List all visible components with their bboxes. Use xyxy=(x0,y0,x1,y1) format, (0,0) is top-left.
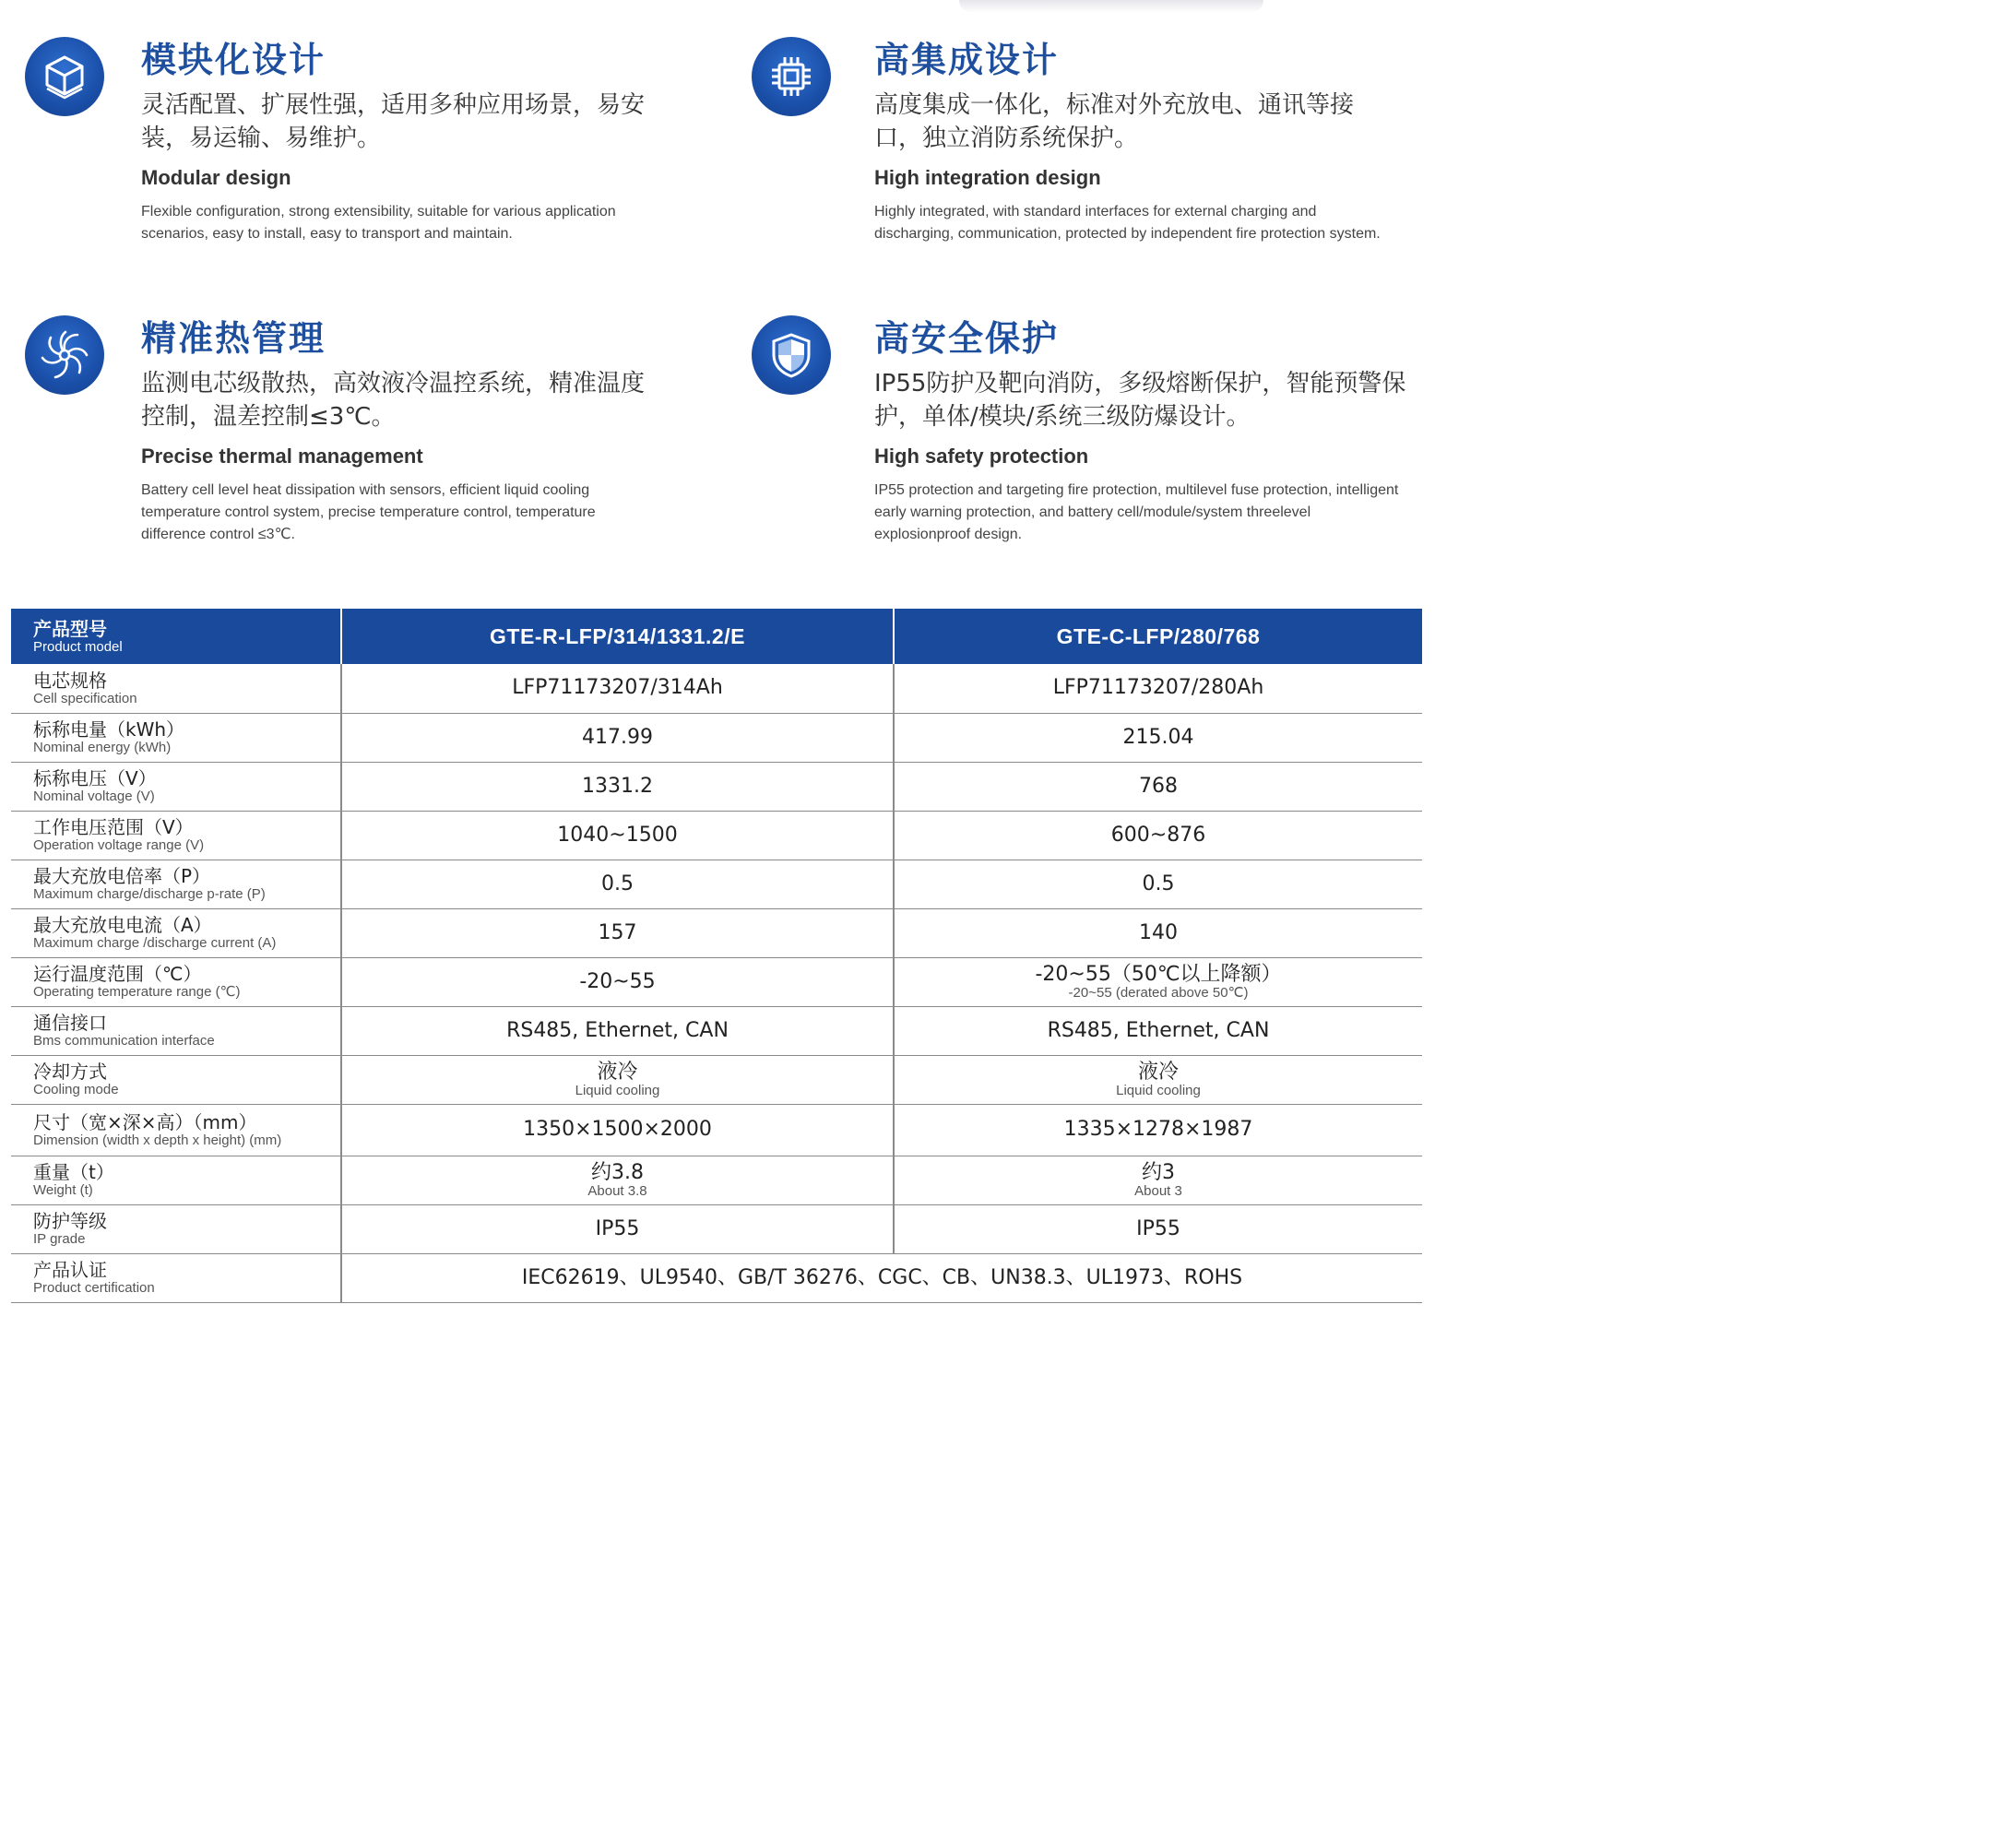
row-label-en: IP grade xyxy=(33,1231,86,1247)
cell-model-a xyxy=(341,1104,894,1156)
feature-title-en: Modular design xyxy=(141,166,291,189)
feature-desc-en: Battery cell level heat dissipation with sensors, efficient liquid cooling temperature control system, precise temperature control, temperature difference control ≤3℃. xyxy=(141,482,596,542)
feature-desc-en: IP55 protection and targeting fire protection, multilevel fuse protection, intelligent early warning protection, and battery cell/module/system threelevel explosionproof design. xyxy=(874,482,1399,542)
cell-model-b xyxy=(894,957,1422,1006)
cell-value: LFP71173207/314Ah xyxy=(512,676,723,700)
cell-model-b xyxy=(894,860,1422,908)
cell-value: 215.04 xyxy=(1122,725,1194,749)
table-header-row xyxy=(11,609,1422,664)
cell-model-b xyxy=(894,1156,1422,1204)
cell-value: 1350×1500×2000 xyxy=(523,1118,712,1141)
cell-model-a xyxy=(341,860,894,908)
row-label-cn: 产品认证 xyxy=(33,1259,107,1281)
row-label-cn: 重量（t） xyxy=(33,1161,114,1183)
cell-value: -20~55 xyxy=(579,969,656,993)
feature-title-cn: 高安全保护 xyxy=(874,318,1060,359)
cell-model-a xyxy=(341,1204,894,1253)
header-model-b: GTE-C-LFP/280/768 xyxy=(894,609,1422,664)
row-label-en: Maximum charge/discharge p-rate (P) xyxy=(33,886,266,902)
row-label xyxy=(11,1156,341,1204)
table-row xyxy=(11,1204,1422,1253)
row-label xyxy=(11,1055,341,1104)
table-row xyxy=(11,811,1422,860)
table-row xyxy=(11,762,1422,811)
table-row xyxy=(11,1253,1422,1302)
cell-value: 0.5 xyxy=(1142,872,1175,895)
row-label xyxy=(11,762,341,811)
cell-value: 液冷 xyxy=(597,1060,638,1084)
header-model-a: GTE-R-LFP/314/1331.2/E xyxy=(341,609,894,664)
table-row xyxy=(11,908,1422,957)
row-label xyxy=(11,1104,341,1156)
feature-desc-cn: IP55防护及靶向消防，多级熔断保护，智能预警保护，单体/模块/系统三级防爆设计。 xyxy=(874,370,1406,431)
row-label-cn: 电芯规格 xyxy=(33,669,107,692)
row-label-en: Dimension (width x depth x height) (mm) xyxy=(33,1132,282,1148)
row-label-cn: 通信接口 xyxy=(33,1012,107,1034)
row-label-cn: 最大充放电电流（A） xyxy=(33,914,212,936)
row-label-cn: 冷却方式 xyxy=(33,1061,107,1083)
feature-desc-cn: 灵活配置、扩展性强，适用多种应用场景，易安装，易运输、易维护。 xyxy=(141,91,646,152)
cell-value: 约3 xyxy=(1142,1160,1175,1184)
fan-icon xyxy=(25,315,104,395)
row-label xyxy=(11,1006,341,1055)
table-row xyxy=(11,957,1422,1006)
cell-value: 140 xyxy=(1139,920,1178,944)
row-label-cn: 最大充放电倍率（P） xyxy=(33,865,211,887)
row-label xyxy=(11,664,341,713)
row-label-cn: 运行温度范围（℃） xyxy=(33,963,202,985)
shield-icon xyxy=(752,315,831,395)
cell-model-a xyxy=(341,908,894,957)
cell-value: RS485, Ethernet, CAN xyxy=(506,1018,729,1042)
feature-title-cn: 高集成设计 xyxy=(874,40,1060,80)
cell-value: IEC62619、UL9540、GB/T 36276、CGC、CB、UN38.3、UL1973、ROHS xyxy=(521,1265,1243,1289)
row-label xyxy=(11,713,341,762)
cell-value: 液冷 xyxy=(1137,1060,1179,1084)
cell-model-a xyxy=(341,713,894,762)
cell-model-b xyxy=(894,1006,1422,1055)
row-label-cn: 防护等级 xyxy=(33,1210,107,1232)
row-label-en: Nominal voltage (V) xyxy=(33,789,155,804)
cell-model-b xyxy=(894,664,1422,713)
cell-value-en: About 3.8 xyxy=(587,1182,647,1199)
row-label xyxy=(11,1204,341,1253)
cell-value-en: Liquid cooling xyxy=(575,1082,660,1098)
header-label-cn: 产品型号 xyxy=(33,617,107,640)
table-row xyxy=(11,713,1422,762)
cell-model-b xyxy=(894,1055,1422,1104)
cell-model-a xyxy=(341,1055,894,1104)
cell-model-b xyxy=(894,762,1422,811)
cell-model-a xyxy=(341,1006,894,1055)
feature-title-cn: 模块化设计 xyxy=(141,40,326,80)
row-label-cn: 工作电压范围（V） xyxy=(33,816,194,838)
cell-value: 约3.8 xyxy=(591,1160,644,1184)
cell-model-b xyxy=(894,908,1422,957)
cell-model-b xyxy=(894,1104,1422,1156)
cell-value-en: About 3 xyxy=(1134,1182,1182,1199)
feature-title-en: High safety protection xyxy=(874,445,1089,468)
cell-model-a xyxy=(341,811,894,860)
row-label-en: Operation voltage range (V) xyxy=(33,837,205,853)
cube-icon xyxy=(25,37,104,116)
row-label xyxy=(11,811,341,860)
cell-value: -20~55（50℃以上降额） xyxy=(1035,962,1282,986)
cell-value: 0.5 xyxy=(601,872,634,895)
table-row xyxy=(11,1055,1422,1104)
table-row xyxy=(11,1006,1422,1055)
row-label-en: Cooling mode xyxy=(33,1082,119,1097)
cell-value: 157 xyxy=(598,920,637,944)
row-label-cn: 标称电量（kWh） xyxy=(33,718,185,741)
row-label-en: Cell specification xyxy=(33,690,137,706)
cell-model-b xyxy=(894,811,1422,860)
cell-value: IP55 xyxy=(1136,1216,1180,1240)
row-label xyxy=(11,957,341,1006)
header-product-model xyxy=(11,609,341,664)
cell-model-a xyxy=(341,664,894,713)
cell-model-b xyxy=(894,1204,1422,1253)
cell-value-en: Liquid cooling xyxy=(1116,1082,1201,1098)
row-label-cn: 尺寸（宽×深×高）（mm） xyxy=(33,1110,257,1133)
cell-certification xyxy=(341,1253,1422,1302)
cell-value: LFP71173207/280Ah xyxy=(1052,676,1264,700)
spec-table xyxy=(11,609,1422,1303)
table-row xyxy=(11,1156,1422,1204)
cell-value: 600~876 xyxy=(1110,823,1206,847)
cell-value: 768 xyxy=(1139,774,1178,798)
row-label-en: Bms communication interface xyxy=(33,1033,215,1049)
cell-model-b xyxy=(894,713,1422,762)
table-row xyxy=(11,1104,1422,1156)
cell-value: 1331.2 xyxy=(582,774,653,798)
cell-value: 1335×1278×1987 xyxy=(1063,1118,1253,1141)
cell-value: IP55 xyxy=(595,1216,640,1240)
feature-title-en: Precise thermal management xyxy=(141,445,423,468)
feature-title-cn: 精准热管理 xyxy=(141,318,326,359)
feature-desc-cn: 高度集成一体化，标准对外充放电、通讯等接口，独立消防系统保护。 xyxy=(874,91,1355,152)
row-label xyxy=(11,1253,341,1302)
row-label xyxy=(11,908,341,957)
feature-desc-en: Flexible configuration, strong extensibility, suitable for various application scenarios, easy to install, easy to transport and maintain. xyxy=(141,204,616,242)
cell-value: 417.99 xyxy=(582,725,653,749)
table-row xyxy=(11,664,1422,713)
decorative-header-shadow xyxy=(959,0,1263,13)
cell-value-en: -20~55 (derated above 50℃) xyxy=(1068,984,1249,1001)
cell-value: RS485, Ethernet, CAN xyxy=(1047,1018,1270,1042)
feature-desc-en: Highly integrated, with standard interfaces for external charging and discharging, communication, protected by independent fire protection system. xyxy=(874,204,1381,242)
table-row xyxy=(11,860,1422,908)
cell-model-a xyxy=(341,762,894,811)
row-label-en: Weight (t) xyxy=(33,1182,93,1198)
row-label-en: Maximum charge /discharge current (A) xyxy=(33,935,277,951)
row-label-en: Product certification xyxy=(33,1280,155,1296)
header-label-en: Product model xyxy=(33,638,123,655)
feature-title-en: High integration design xyxy=(874,166,1101,189)
row-label-cn: 标称电压（V） xyxy=(33,767,157,789)
chip-icon xyxy=(752,37,831,116)
row-label xyxy=(11,860,341,908)
cell-model-a xyxy=(341,1156,894,1204)
cell-value: 1040~1500 xyxy=(557,823,678,847)
cell-model-a xyxy=(341,957,894,1006)
row-label-en: Nominal energy (kWh) xyxy=(33,740,172,755)
row-label-en: Operating temperature range (℃) xyxy=(33,984,241,1000)
feature-desc-cn: 监测电芯级散热，高效液冷温控系统，精准温度控制，温差控制≤3℃。 xyxy=(141,370,646,431)
